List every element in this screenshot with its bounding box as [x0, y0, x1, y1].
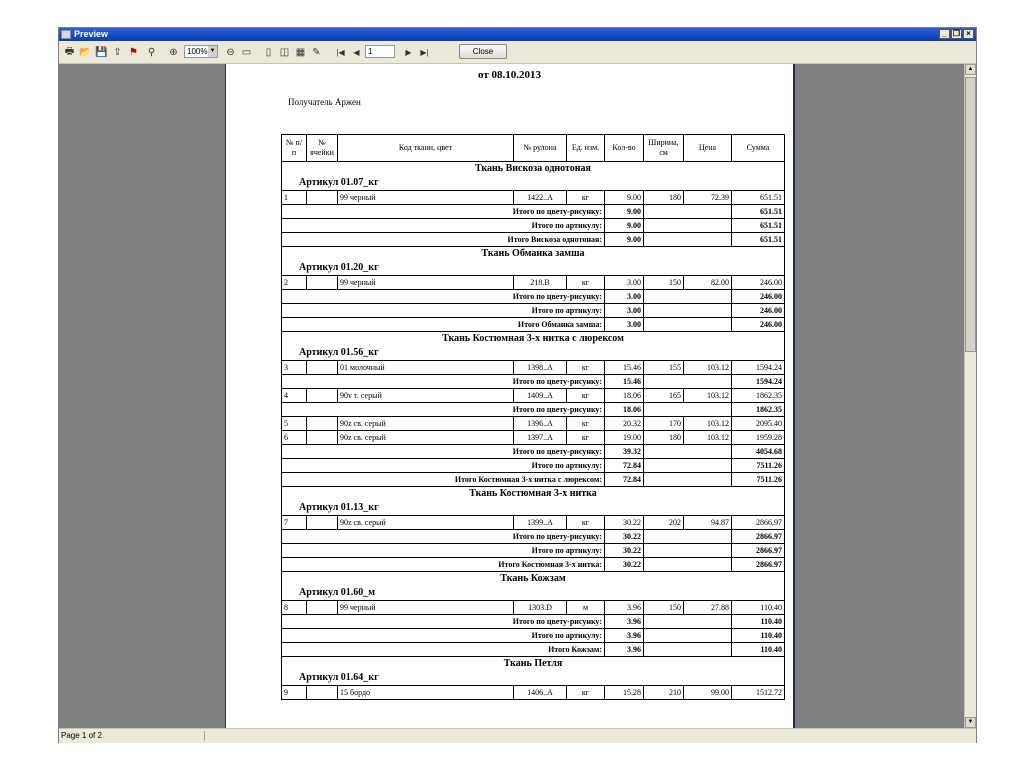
- row-cell: [307, 191, 338, 205]
- zoom-out-icon[interactable]: ⊖: [226, 46, 235, 58]
- row-cell: [307, 276, 338, 290]
- group-title: Ткань Петля: [282, 657, 785, 672]
- row-qty: 18.06: [605, 389, 644, 403]
- total-sum: 4054.68: [732, 445, 785, 459]
- col-roll: № рулона: [514, 135, 567, 162]
- scroll-down-icon[interactable]: ▼: [965, 717, 976, 728]
- page-number-input[interactable]: 1: [365, 45, 395, 58]
- row-num: 9: [282, 686, 307, 700]
- total-label: Итого по цвету-рисунку:: [282, 205, 605, 219]
- total-empty: [644, 629, 732, 643]
- table-row: [282, 431, 785, 445]
- table-row: [282, 361, 785, 375]
- row-color: 99 черный: [338, 191, 514, 205]
- row-cell: [307, 389, 338, 403]
- total-qty: 3.00: [605, 290, 644, 304]
- row-roll: 218.В: [514, 276, 567, 290]
- row-qty: 20.32: [605, 417, 644, 431]
- row-qty: 19.00: [605, 431, 644, 445]
- row-qty: 15.46: [605, 361, 644, 375]
- row-roll: 1399..А: [514, 516, 567, 530]
- row-num: 1: [282, 191, 307, 205]
- page-status: Page 1 of 2: [61, 731, 102, 740]
- total-empty: [644, 459, 732, 473]
- row-width: 155: [644, 361, 684, 375]
- row-cell: [307, 601, 338, 615]
- row-price: 103.12: [684, 417, 732, 431]
- print-icon[interactable]: 🖶: [64, 45, 75, 57]
- recipient: Получатель Аржен: [288, 97, 361, 107]
- col-cell: № ячейки: [307, 135, 338, 162]
- total-label: Итого по цвету-рисунку:: [282, 530, 605, 544]
- article-title: Артикул 01.20_кг: [282, 261, 785, 276]
- total-label: Итого по цвету-рисунку:: [282, 445, 605, 459]
- row-roll: 1398..А: [514, 361, 567, 375]
- row-num: 3: [282, 361, 307, 375]
- row-price: 94.87: [684, 516, 732, 530]
- row-roll: 1409..А: [514, 389, 567, 403]
- article-total-row: [282, 459, 785, 473]
- row-cell: [307, 417, 338, 431]
- total-label: Итого по цвету-рисунку:: [282, 403, 605, 417]
- group-title: Ткань Обманка замша: [282, 247, 785, 262]
- total-empty: [644, 304, 732, 318]
- total-qty: 72.84: [605, 473, 644, 487]
- article-title: Артикул 01.13_кг: [282, 501, 785, 516]
- row-cell: [307, 431, 338, 445]
- total-empty: [644, 643, 732, 657]
- row-color: 90z св. серый: [338, 516, 514, 530]
- row-price: 27.88: [684, 601, 732, 615]
- row-sum: 2095.40: [732, 417, 785, 431]
- color-total-row: [282, 530, 785, 544]
- article-row: [282, 586, 785, 601]
- total-empty: [644, 473, 732, 487]
- article-total-row: [282, 219, 785, 233]
- table-row: [282, 389, 785, 403]
- total-empty: [644, 219, 732, 233]
- group-total-row: [282, 643, 785, 657]
- table-row: [282, 276, 785, 290]
- zoom-select[interactable]: [184, 45, 218, 58]
- group-title-row: [282, 487, 785, 502]
- row-roll: 1396..А: [514, 417, 567, 431]
- total-sum: 246.00: [732, 290, 785, 304]
- total-sum: 110.40: [732, 643, 785, 657]
- total-label: Итого по цвету-рисунку:: [282, 375, 605, 389]
- total-empty: [644, 375, 732, 389]
- group-title: Ткань Костюмная 3-х нитка: [282, 487, 785, 502]
- total-sum: 7511.26: [732, 459, 785, 473]
- group-title: Ткань Костюмная 3-х нитка с люрексом: [282, 332, 785, 347]
- row-width: 180: [644, 191, 684, 205]
- fit-icon[interactable]: ▭: [241, 46, 252, 58]
- article-total-row: [282, 304, 785, 318]
- save-icon[interactable]: 💾: [95, 46, 108, 58]
- row-roll: 1397..А: [514, 431, 567, 445]
- row-width: 180: [644, 431, 684, 445]
- row-num: 2: [282, 276, 307, 290]
- total-empty: [644, 445, 732, 459]
- status-divider: [204, 731, 205, 741]
- row-sum: 1862.35: [732, 389, 785, 403]
- row-qty: 30.22: [605, 516, 644, 530]
- article-total-row: [282, 629, 785, 643]
- row-width: 210: [644, 686, 684, 700]
- zoom-value: 100%: [187, 47, 208, 56]
- row-unit: кг: [567, 389, 605, 403]
- article-title: Артикул 01.64_кг: [282, 671, 785, 686]
- find-icon[interactable]: ⚲: [147, 46, 156, 58]
- total-empty: [644, 544, 732, 558]
- total-sum: 7511.26: [732, 473, 785, 487]
- preview-window: [58, 27, 977, 743]
- table-row: [282, 516, 785, 530]
- total-sum: 1594.24: [732, 375, 785, 389]
- open-icon[interactable]: 📂: [79, 46, 92, 58]
- app-icon: [61, 30, 71, 39]
- article-total-row: [282, 544, 785, 558]
- total-qty: 30.22: [605, 530, 644, 544]
- col-width: Ширина, см: [644, 135, 684, 162]
- row-width: 150: [644, 601, 684, 615]
- scroll-thumb[interactable]: [965, 77, 976, 352]
- row-unit: кг: [567, 417, 605, 431]
- total-label: Итого по артикулу:: [282, 544, 605, 558]
- row-roll: 1303.D: [514, 601, 567, 615]
- row-unit: кг: [567, 361, 605, 375]
- row-sum: 1959.28: [732, 431, 785, 445]
- minimize-button[interactable]: _: [939, 29, 950, 39]
- group-title: Ткань Кожзам: [282, 572, 785, 587]
- close-button[interactable]: Close: [459, 44, 507, 59]
- restore-button[interactable]: ❐: [952, 29, 961, 38]
- row-color: 99 черный: [338, 276, 514, 290]
- status-bar: [59, 728, 976, 743]
- total-sum: 2866.97: [732, 558, 785, 572]
- total-sum: 651.51: [732, 233, 785, 247]
- article-title: Артикул 01.56_кг: [282, 346, 785, 361]
- row-price: 103.12: [684, 431, 732, 445]
- total-label: Итого по цвету-рисунку:: [282, 290, 605, 304]
- group-total-row: [282, 318, 785, 332]
- row-color: 90v т. серый: [338, 389, 514, 403]
- window-controls: [939, 29, 974, 39]
- table-row: [282, 686, 785, 700]
- total-sum: 110.40: [732, 615, 785, 629]
- row-sum: 1512.72: [732, 686, 785, 700]
- col-sum: Сумма: [732, 135, 785, 162]
- report-table: [281, 134, 785, 700]
- report-table-wrap: [281, 134, 784, 700]
- row-color: 99 черный: [338, 601, 514, 615]
- row-width: 150: [644, 276, 684, 290]
- row-unit: кг: [567, 276, 605, 290]
- total-qty: 9.00: [605, 219, 644, 233]
- row-sum: 246.00: [732, 276, 785, 290]
- total-sum: 246.00: [732, 304, 785, 318]
- total-empty: [644, 318, 732, 332]
- row-color: 90z св. серый: [338, 417, 514, 431]
- row-sum: 651.51: [732, 191, 785, 205]
- total-sum: 110.40: [732, 629, 785, 643]
- total-sum: 2866.97: [732, 530, 785, 544]
- row-color: 90z св. серый: [338, 431, 514, 445]
- total-sum: 246.00: [732, 318, 785, 332]
- report-body: [282, 162, 785, 700]
- row-width: 170: [644, 417, 684, 431]
- row-num: 5: [282, 417, 307, 431]
- total-label: Итого Вискоза однотоная:: [282, 233, 605, 247]
- total-label: Итого по артикулу:: [282, 629, 605, 643]
- color-total-row: [282, 615, 785, 629]
- table-header: [282, 135, 785, 162]
- row-width: 165: [644, 389, 684, 403]
- vertical-scrollbar[interactable]: [964, 64, 976, 728]
- group-total-row: [282, 558, 785, 572]
- one-page-icon[interactable]: ▯: [265, 46, 272, 58]
- row-color: 15 бордо: [338, 686, 514, 700]
- close-window-button[interactable]: ×: [963, 29, 974, 39]
- row-sum: 110.40: [732, 601, 785, 615]
- two-page-icon[interactable]: ◫: [279, 46, 290, 58]
- group-total-row: [282, 233, 785, 247]
- total-qty: 72.84: [605, 459, 644, 473]
- row-price: 99.00: [684, 686, 732, 700]
- total-sum: 651.51: [732, 205, 785, 219]
- scroll-up-icon[interactable]: ▲: [965, 64, 976, 75]
- row-qty: 9.00: [605, 191, 644, 205]
- pdf-icon[interactable]: ⚑: [129, 46, 138, 58]
- total-qty: 3.96: [605, 629, 644, 643]
- total-empty: [644, 233, 732, 247]
- prev-page-icon[interactable]: ◀: [353, 47, 360, 57]
- first-page-icon[interactable]: |◀: [336, 47, 345, 57]
- total-empty: [644, 205, 732, 219]
- col-unit: Ед. изм.: [567, 135, 605, 162]
- row-roll: 1406..А: [514, 686, 567, 700]
- color-total-row: [282, 445, 785, 459]
- row-sum: 1594.24: [732, 361, 785, 375]
- row-num: 7: [282, 516, 307, 530]
- table-row: [282, 417, 785, 431]
- total-qty: 30.22: [605, 544, 644, 558]
- group-title-row: [282, 657, 785, 672]
- report-page: [225, 64, 795, 728]
- total-label: Итого по артикулу:: [282, 304, 605, 318]
- total-qty: 39.32: [605, 445, 644, 459]
- row-cell: [307, 361, 338, 375]
- col-num: № п/п: [282, 135, 307, 162]
- row-roll: 1422..А: [514, 191, 567, 205]
- row-qty: 15.28: [605, 686, 644, 700]
- group-title-row: [282, 162, 785, 177]
- row-price: 72.39: [684, 191, 732, 205]
- total-label: Итого Костюмная 3-х нитка:: [282, 558, 605, 572]
- export-icon[interactable]: ⇪: [113, 46, 122, 58]
- total-label: Итого Костюмная 3-х нитка с люрексом:: [282, 473, 605, 487]
- document-date: от 08.10.2013: [477, 69, 541, 81]
- row-unit: кг: [567, 686, 605, 700]
- total-label: Итого по артикулу:: [282, 459, 605, 473]
- last-page-icon[interactable]: ▶|: [420, 47, 429, 57]
- total-sum: 651.51: [732, 219, 785, 233]
- group-title-row: [282, 247, 785, 262]
- article-row: [282, 176, 785, 191]
- preview-area[interactable]: [59, 64, 964, 728]
- color-total-row: [282, 290, 785, 304]
- total-sum: 2866.97: [732, 544, 785, 558]
- col-qty: Кол-во: [605, 135, 644, 162]
- article-row: [282, 501, 785, 516]
- article-row: [282, 671, 785, 686]
- row-width: 202: [644, 516, 684, 530]
- chevron-down-icon[interactable]: ▼: [208, 46, 217, 57]
- row-price: 103.12: [684, 389, 732, 403]
- row-qty: 3.00: [605, 276, 644, 290]
- row-unit: м: [567, 601, 605, 615]
- row-unit: кг: [567, 191, 605, 205]
- total-label: Итого по цвету-рисунку:: [282, 615, 605, 629]
- total-empty: [644, 530, 732, 544]
- title-bar[interactable]: [59, 28, 976, 41]
- total-qty: 9.00: [605, 205, 644, 219]
- total-qty: 3.00: [605, 318, 644, 332]
- group-title-row: [282, 332, 785, 347]
- total-qty: 3.96: [605, 643, 644, 657]
- row-price: 82.00: [684, 276, 732, 290]
- total-qty: 9.00: [605, 233, 644, 247]
- color-total-row: [282, 375, 785, 389]
- color-total-row: [282, 403, 785, 417]
- row-num: 4: [282, 389, 307, 403]
- color-total-row: [282, 205, 785, 219]
- article-row: [282, 346, 785, 361]
- row-color: 01 молочный: [338, 361, 514, 375]
- row-num: 6: [282, 431, 307, 445]
- total-label: Итого по артикулу:: [282, 219, 605, 233]
- window-title: Preview: [74, 29, 109, 39]
- group-total-row: [282, 473, 785, 487]
- row-num: 8: [282, 601, 307, 615]
- total-qty: 18.06: [605, 403, 644, 417]
- row-sum: 2866.97: [732, 516, 785, 530]
- total-qty: 30.22: [605, 558, 644, 572]
- table-row: [282, 601, 785, 615]
- article-title: Артикул 01.60_м: [282, 586, 785, 601]
- row-price: 103.12: [684, 361, 732, 375]
- col-price: Цена: [684, 135, 732, 162]
- total-sum: 1862.35: [732, 403, 785, 417]
- row-cell: [307, 686, 338, 700]
- article-title: Артикул 01.07_кг: [282, 176, 785, 191]
- row-qty: 3.96: [605, 601, 644, 615]
- total-qty: 3.96: [605, 615, 644, 629]
- multi-page-icon[interactable]: ▦: [295, 46, 306, 58]
- row-cell: [307, 516, 338, 530]
- row-unit: кг: [567, 431, 605, 445]
- total-empty: [644, 615, 732, 629]
- total-empty: [644, 558, 732, 572]
- group-title: Ткань Вискоза однотоная: [282, 162, 785, 177]
- zoom-in-icon[interactable]: ⊕: [169, 46, 178, 58]
- total-label: Итого Обманка замша:: [282, 318, 605, 332]
- article-row: [282, 261, 785, 276]
- total-qty: 15.46: [605, 375, 644, 389]
- table-row: [282, 191, 785, 205]
- group-title-row: [282, 572, 785, 587]
- edit-icon[interactable]: ✎: [312, 46, 321, 58]
- total-label: Итого Кожзам:: [282, 643, 605, 657]
- toolbar: [59, 41, 976, 64]
- next-page-icon[interactable]: ▶: [405, 47, 412, 57]
- total-qty: 3.00: [605, 304, 644, 318]
- total-empty: [644, 290, 732, 304]
- row-unit: кг: [567, 516, 605, 530]
- col-fabric: Код ткани, цвет: [338, 135, 514, 162]
- total-empty: [644, 403, 732, 417]
